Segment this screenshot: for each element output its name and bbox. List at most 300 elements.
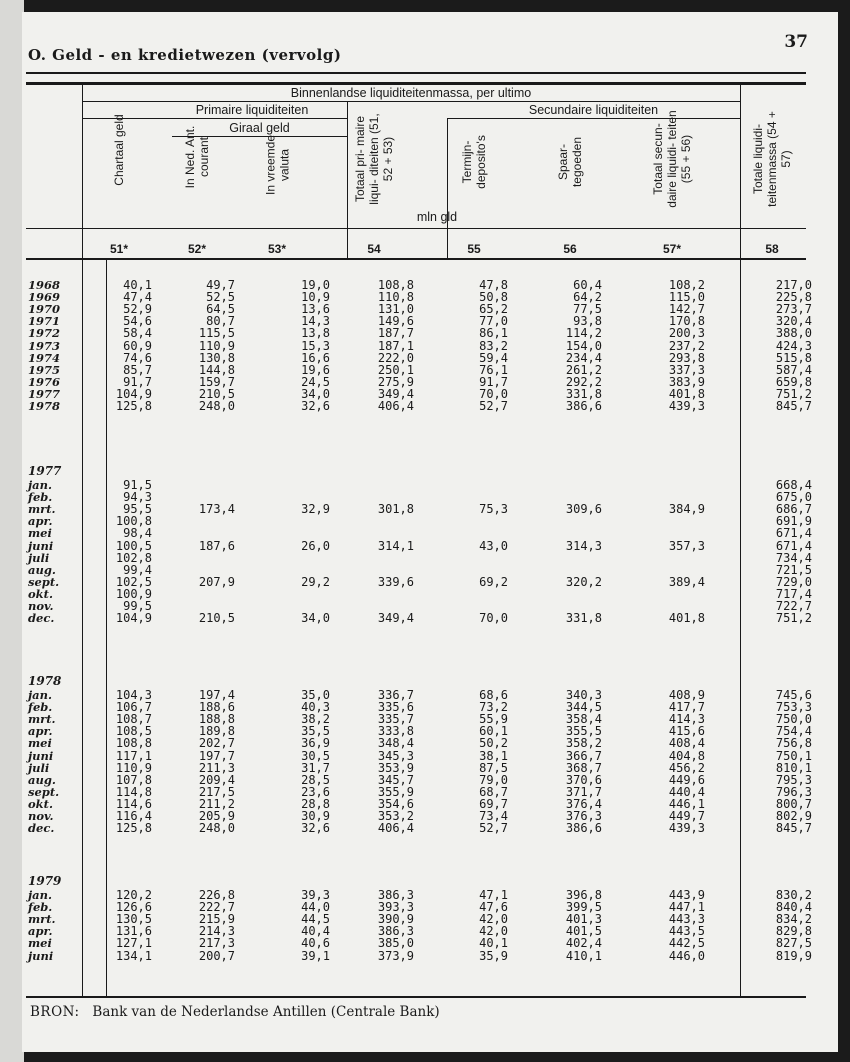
table-cell: 386,3 <box>377 888 414 902</box>
table-cell: 810,1 <box>775 760 812 775</box>
table-cell: 130,8 <box>198 350 235 365</box>
rule-top <box>26 72 806 74</box>
table-cell: 449,6 <box>668 772 705 787</box>
table-cell: 384,9 <box>668 502 705 517</box>
table-cell: 40,4 <box>301 924 330 939</box>
table-cell: 443,3 <box>668 912 705 927</box>
table-cell: 60,4 <box>573 278 602 292</box>
table-cell: 197,4 <box>198 688 235 702</box>
page-title: O. Geld - en kredietwezen (vervolg) <box>28 46 342 64</box>
table-cell: 368,7 <box>565 760 602 775</box>
table-cell: 335,6 <box>377 700 414 715</box>
table-cell: 211,2 <box>198 796 235 811</box>
table-cell: 819,9 <box>775 948 812 963</box>
table-cell: 217,3 <box>198 936 235 951</box>
table-cell: 354,6 <box>377 796 414 811</box>
row-label-month: jan. <box>28 688 52 702</box>
row-label-month: juni <box>28 948 54 963</box>
table-cell: 340,3 <box>565 688 602 702</box>
table-cell: 515,8 <box>775 350 812 365</box>
header-primaire: Primaire liquiditeiten <box>195 103 309 117</box>
table-cell: 248,0 <box>198 821 235 836</box>
table-cell: 30,9 <box>301 809 330 823</box>
year-heading: 1979 <box>28 874 62 888</box>
row-label-month: mei <box>28 526 52 541</box>
table-cell: 333,8 <box>377 724 414 739</box>
table-cell: 75,3 <box>479 502 508 517</box>
row-label-month: jan. <box>28 478 52 492</box>
table-cell: 104,3 <box>115 688 152 702</box>
table-cell: 47,6 <box>479 900 508 915</box>
table-cell: 210,5 <box>198 611 235 626</box>
header-secundaire: Secundaire liquiditeiten <box>528 103 659 117</box>
rule-secundaire <box>447 118 740 119</box>
table-cell: 830,2 <box>775 888 812 902</box>
page-number: 37 <box>784 32 808 52</box>
table-cell: 35,0 <box>301 688 330 702</box>
table-cell: 34,0 <box>301 386 330 401</box>
table-cell: 449,7 <box>668 809 705 823</box>
rule-binnenlandse <box>82 101 740 102</box>
column-number-3: 53* <box>267 242 287 256</box>
table-cell: 408,4 <box>668 736 705 751</box>
table-cell: 52,7 <box>479 399 508 413</box>
table-cell: 845,7 <box>775 399 812 413</box>
row-label-month: mrt. <box>28 502 56 517</box>
table-cell: 79,0 <box>479 772 508 787</box>
table-cell: 99,4 <box>123 562 152 577</box>
table-cell: 404,8 <box>668 748 705 763</box>
table-cell: 795,3 <box>775 772 812 787</box>
table-cell: 86,1 <box>479 326 508 341</box>
table-cell: 59,4 <box>479 350 508 365</box>
table-cell: 358,4 <box>565 712 602 727</box>
table-cell: 796,3 <box>775 784 812 799</box>
table-cell: 671,4 <box>775 526 812 541</box>
table-cell: 829,8 <box>775 924 812 939</box>
divider-prim-sec <box>347 101 348 258</box>
table-cell: 117,1 <box>115 748 152 763</box>
table-cell: 320,2 <box>565 574 602 589</box>
column-header-6: Spaar- tegoeden <box>556 136 584 188</box>
row-label-month: sept. <box>28 574 60 589</box>
column-number-4: 54 <box>367 242 381 256</box>
table-cell: 225,8 <box>775 290 812 305</box>
row-label-month: mei <box>28 736 52 751</box>
row-label-year: 1973 <box>28 338 61 353</box>
table-cell: 60,9 <box>123 338 152 353</box>
table-cell: 309,6 <box>565 502 602 517</box>
table-cell: 26,0 <box>301 538 330 553</box>
table-cell: 93,8 <box>573 314 602 329</box>
table-cell: 68,7 <box>479 784 508 799</box>
row-label-year: 1970 <box>28 302 61 317</box>
row-label-month: apr. <box>28 724 53 739</box>
table-cell: 114,6 <box>115 796 152 811</box>
table-cell: 125,8 <box>115 399 152 413</box>
column-header-8: Totale liquidi- teitenmassa (54 + 57) <box>751 111 793 207</box>
table-cell: 721,5 <box>775 562 812 577</box>
row-label-month: apr. <box>28 924 53 939</box>
document-page <box>22 12 838 1052</box>
table-cell: 675,0 <box>775 490 812 505</box>
table-cell: 19,0 <box>301 278 330 292</box>
table-cell: 70,0 <box>479 386 508 401</box>
table-cell: 357,3 <box>668 538 705 553</box>
table-cell: 722,7 <box>775 599 812 613</box>
table-cell: 104,9 <box>115 386 152 401</box>
column-header-4: Totaal pri- maire liqui- diteiten (51, 52 + 53) <box>353 113 395 205</box>
row-label-month: okt. <box>28 796 53 811</box>
table-cell: 15,3 <box>301 338 330 353</box>
table-cell: 35,9 <box>479 948 508 963</box>
table-cell: 390,9 <box>377 912 414 927</box>
table-cell: 44,5 <box>301 912 330 927</box>
table-cell: 443,9 <box>668 888 705 902</box>
table-cell: 417,7 <box>668 700 705 715</box>
table-cell: 202,7 <box>198 736 235 751</box>
column-number-5: 55 <box>467 242 481 256</box>
table-cell: 440,4 <box>668 784 705 799</box>
rule-top-thick <box>26 82 806 85</box>
table-cell: 187,1 <box>377 338 414 353</box>
row-label-year: 1978 <box>28 399 61 413</box>
table-cell: 383,9 <box>668 374 705 389</box>
table-cell: 366,7 <box>565 748 602 763</box>
table-cell: 200,7 <box>198 948 235 963</box>
table-cell: 331,8 <box>565 386 602 401</box>
table-cell: 217,0 <box>775 278 812 292</box>
table-cell: 358,2 <box>565 736 602 751</box>
table-cell: 91,7 <box>123 374 152 389</box>
table-cell: 389,4 <box>668 574 705 589</box>
row-label-month: juli <box>28 760 50 775</box>
table-cell: 60,1 <box>479 724 508 739</box>
table-cell: 188,6 <box>198 700 235 715</box>
column-number-8: 58 <box>765 242 779 256</box>
divider-col55 <box>447 118 448 258</box>
table-cell: 250,1 <box>377 362 414 377</box>
source-note <box>30 1004 440 1020</box>
column-number-2: 52* <box>187 242 207 256</box>
table-cell: 371,7 <box>565 784 602 799</box>
table-cell: 110,9 <box>198 338 235 353</box>
table-cell: 214,3 <box>198 924 235 939</box>
table-cell: 142,7 <box>668 302 705 317</box>
table-cell: 401,8 <box>668 386 705 401</box>
table-cell: 52,9 <box>123 302 152 317</box>
table-cell: 827,5 <box>775 936 812 951</box>
column-header-1: Chartaal geld <box>112 114 126 186</box>
table-cell: 401,3 <box>565 912 602 927</box>
table-cell: 44,0 <box>301 900 330 915</box>
table-cell: 248,0 <box>198 399 235 413</box>
row-label-year: 1972 <box>28 326 61 341</box>
table-cell: 353,9 <box>377 760 414 775</box>
row-label-year: 1977 <box>28 386 61 401</box>
table-cell: 40,3 <box>301 700 330 715</box>
table-cell: 58,4 <box>123 326 152 341</box>
table-cell: 47,1 <box>479 888 508 902</box>
column-header-7: Totaal secun- daire liquidi- teiten (55 + 56) <box>651 110 693 208</box>
table-cell: 237,2 <box>668 338 705 353</box>
table-cell: 52,7 <box>479 821 508 836</box>
table-cell: 39,1 <box>301 948 330 963</box>
table-cell: 32,6 <box>301 821 330 836</box>
table-cell: 401,8 <box>668 611 705 626</box>
table-cell: 802,9 <box>775 809 812 823</box>
table-cell: 189,8 <box>198 724 235 739</box>
table-cell: 756,8 <box>775 736 812 751</box>
row-label-month: aug. <box>28 562 56 577</box>
table-cell: 108,7 <box>115 712 152 727</box>
row-label-month: dec. <box>28 821 55 836</box>
row-label-month: juni <box>28 538 54 553</box>
row-label-year: 1975 <box>28 362 61 377</box>
table-cell: 376,4 <box>565 796 602 811</box>
table-cell: 750,0 <box>775 712 812 727</box>
table-cell: 120,2 <box>115 888 152 902</box>
table-cell: 91,5 <box>123 478 152 492</box>
table-cell: 40,1 <box>123 278 152 292</box>
table-cell: 275,9 <box>377 374 414 389</box>
table-cell: 38,1 <box>479 748 508 763</box>
table-cell: 110,9 <box>115 760 152 775</box>
table-cell: 751,2 <box>775 611 812 626</box>
table-cell: 446,1 <box>668 796 705 811</box>
row-label-month: dec. <box>28 611 55 626</box>
table-cell: 99,5 <box>123 599 152 613</box>
table-cell: 69,7 <box>479 796 508 811</box>
table-cell: 197,7 <box>198 748 235 763</box>
table-cell: 110,8 <box>377 290 414 305</box>
row-label-year: 1968 <box>28 278 61 292</box>
table-cell: 443,5 <box>668 924 705 939</box>
table-cell: 750,1 <box>775 748 812 763</box>
table-cell: 42,0 <box>479 924 508 939</box>
table-cell: 43,0 <box>479 538 508 553</box>
table-cell: 85,7 <box>123 362 152 377</box>
table-cell: 314,1 <box>377 538 414 553</box>
table-cell: 94,3 <box>123 490 152 505</box>
table-cell: 410,1 <box>565 948 602 963</box>
table-cell: 399,5 <box>565 900 602 915</box>
table-cell: 314,3 <box>565 538 602 553</box>
table-cell: 386,3 <box>377 924 414 939</box>
table-cell: 745,6 <box>775 688 812 702</box>
row-label-month: juli <box>28 550 50 565</box>
table-cell: 102,5 <box>115 574 152 589</box>
table-cell: 42,0 <box>479 912 508 927</box>
table-cell: 386,6 <box>565 399 602 413</box>
table-cell: 28,5 <box>301 772 330 787</box>
table-cell: 209,4 <box>198 772 235 787</box>
table-cell: 754,4 <box>775 724 812 739</box>
table-cell: 55,9 <box>479 712 508 727</box>
table-cell: 98,4 <box>123 526 152 541</box>
table-cell: 345,7 <box>377 772 414 787</box>
table-cell: 24,5 <box>301 374 330 389</box>
table-cell: 14,3 <box>301 314 330 329</box>
table-cell: 751,2 <box>775 386 812 401</box>
table-cell: 30,5 <box>301 748 330 763</box>
table-cell: 188,8 <box>198 712 235 727</box>
table-cell: 396,8 <box>565 888 602 902</box>
source-text: Bank van de Nederlandse Antillen (Centrale Bank) <box>92 1004 440 1020</box>
row-label-month: juni <box>28 748 54 763</box>
table-cell: 47,4 <box>123 290 152 305</box>
table-cell: 840,4 <box>775 900 812 915</box>
table-cell: 834,2 <box>775 912 812 927</box>
table-cell: 34,0 <box>301 611 330 626</box>
table-cell: 446,0 <box>668 948 705 963</box>
table-cell: 273,7 <box>775 302 812 317</box>
table-cell: 301,8 <box>377 502 414 517</box>
table-cell: 320,4 <box>775 314 812 329</box>
table-cell: 77,0 <box>479 314 508 329</box>
table-cell: 114,8 <box>115 784 152 799</box>
table-cell: 77,5 <box>573 302 602 317</box>
table-cell: 355,5 <box>565 724 602 739</box>
table-cell: 28,8 <box>301 796 330 811</box>
table-cell: 49,7 <box>206 278 235 292</box>
source-label: BRON: <box>30 1004 80 1020</box>
table-cell: 87,5 <box>479 760 508 775</box>
table-cell: 292,2 <box>565 374 602 389</box>
row-label-year: 1971 <box>28 314 61 329</box>
table-cell: 753,3 <box>775 700 812 715</box>
row-label-month: feb. <box>28 700 53 715</box>
table-cell: 114,2 <box>565 326 602 341</box>
table-cell: 226,8 <box>198 888 235 902</box>
table-cell: 234,4 <box>565 350 602 365</box>
table-cell: 134,1 <box>115 948 152 963</box>
table-cell: 130,5 <box>115 912 152 927</box>
table-cell: 587,4 <box>775 362 812 377</box>
table-cell: 414,3 <box>668 712 705 727</box>
table-cell: 69,2 <box>479 574 508 589</box>
table-cell: 126,6 <box>115 900 152 915</box>
table-cell: 373,9 <box>377 948 414 963</box>
table-cell: 376,3 <box>565 809 602 823</box>
table-cell: 127,1 <box>115 936 152 951</box>
table-cell: 447,1 <box>668 900 705 915</box>
row-label-month: apr. <box>28 514 53 529</box>
table-cell: 439,3 <box>668 821 705 836</box>
row-label-month: jan. <box>28 888 52 902</box>
column-header-2: In Ned. Ant. courant <box>183 125 211 189</box>
table-cell: 13,8 <box>301 326 330 341</box>
table-cell: 415,6 <box>668 724 705 739</box>
table-cell: 64,5 <box>206 302 235 317</box>
row-label-month: feb. <box>28 490 53 505</box>
table-cell: 659,8 <box>775 374 812 389</box>
table-cell: 211,3 <box>198 760 235 775</box>
adjacent-page-edge <box>0 0 24 1062</box>
col-divider-total <box>740 85 741 996</box>
table-cell: 691,9 <box>775 514 812 529</box>
row-label-month: mei <box>28 936 52 951</box>
table-cell: 40,1 <box>479 936 508 951</box>
table-cell: 100,8 <box>115 514 152 529</box>
table-cell: 717,4 <box>775 586 812 601</box>
table-cell: 439,3 <box>668 399 705 413</box>
table-cell: 355,9 <box>377 784 414 799</box>
table-cell: 31,7 <box>301 760 330 775</box>
row-label-year: 1974 <box>28 350 61 365</box>
row-label-month: sept. <box>28 784 60 799</box>
column-number-6: 56 <box>563 242 577 256</box>
table-cell: 36,9 <box>301 736 330 751</box>
table-cell: 671,4 <box>775 538 812 553</box>
table-cell: 116,4 <box>115 809 152 823</box>
table-cell: 173,4 <box>198 502 235 517</box>
table-cell: 402,4 <box>565 936 602 951</box>
table-cell: 115,5 <box>198 326 235 341</box>
table-cell: 456,2 <box>668 760 705 775</box>
table-cell: 10,9 <box>301 290 330 305</box>
table-cell: 131,6 <box>115 924 152 939</box>
table-cell: 349,4 <box>377 386 414 401</box>
table-cell: 370,6 <box>565 772 602 787</box>
table-cell: 39,3 <box>301 888 330 902</box>
table-cell: 144,8 <box>198 362 235 377</box>
table-cell: 83,2 <box>479 338 508 353</box>
table-cell: 50,2 <box>479 736 508 751</box>
table-cell: 207,9 <box>198 574 235 589</box>
table-cell: 32,9 <box>301 502 330 517</box>
rule-bottom <box>26 996 806 998</box>
table-cell: 13,6 <box>301 302 330 317</box>
column-number-1: 51* <box>109 242 129 256</box>
table-cell: 388,0 <box>775 326 812 341</box>
table-cell: 393,3 <box>377 900 414 915</box>
unit-label: mln gld <box>416 210 458 224</box>
year-heading: 1977 <box>28 464 62 478</box>
table-cell: 337,3 <box>668 362 705 377</box>
table-cell: 80,7 <box>206 314 235 329</box>
table-cell: 408,9 <box>668 688 705 702</box>
table-cell: 845,7 <box>775 821 812 836</box>
table-cell: 222,7 <box>198 900 235 915</box>
table-cell: 424,3 <box>775 338 812 353</box>
row-label-month: nov. <box>28 599 54 613</box>
table-cell: 54,6 <box>123 314 152 329</box>
row-label-month: aug. <box>28 772 56 787</box>
table-cell: 131,0 <box>377 302 414 317</box>
table-cell: 108,2 <box>668 278 705 292</box>
table-cell: 210,5 <box>198 386 235 401</box>
table-cell: 91,7 <box>479 374 508 389</box>
row-label-year: 1976 <box>28 374 61 389</box>
table-cell: 47,8 <box>479 278 508 292</box>
table-cell: 159,7 <box>198 374 235 389</box>
table-cell: 65,2 <box>479 302 508 317</box>
table-cell: 442,5 <box>668 936 705 951</box>
table-cell: 401,5 <box>565 924 602 939</box>
table-cell: 125,8 <box>115 821 152 836</box>
table-cell: 154,0 <box>565 338 602 353</box>
row-label-month: nov. <box>28 809 54 823</box>
rule-header <box>26 228 806 229</box>
table-cell: 107,8 <box>115 772 152 787</box>
table-cell: 74,6 <box>123 350 152 365</box>
table-cell: 100,9 <box>115 586 152 601</box>
table-cell: 23,6 <box>301 784 330 799</box>
column-header-3: In vreemde valuta <box>263 134 291 195</box>
table-cell: 200,3 <box>668 326 705 341</box>
table-cell: 100,5 <box>115 538 152 553</box>
